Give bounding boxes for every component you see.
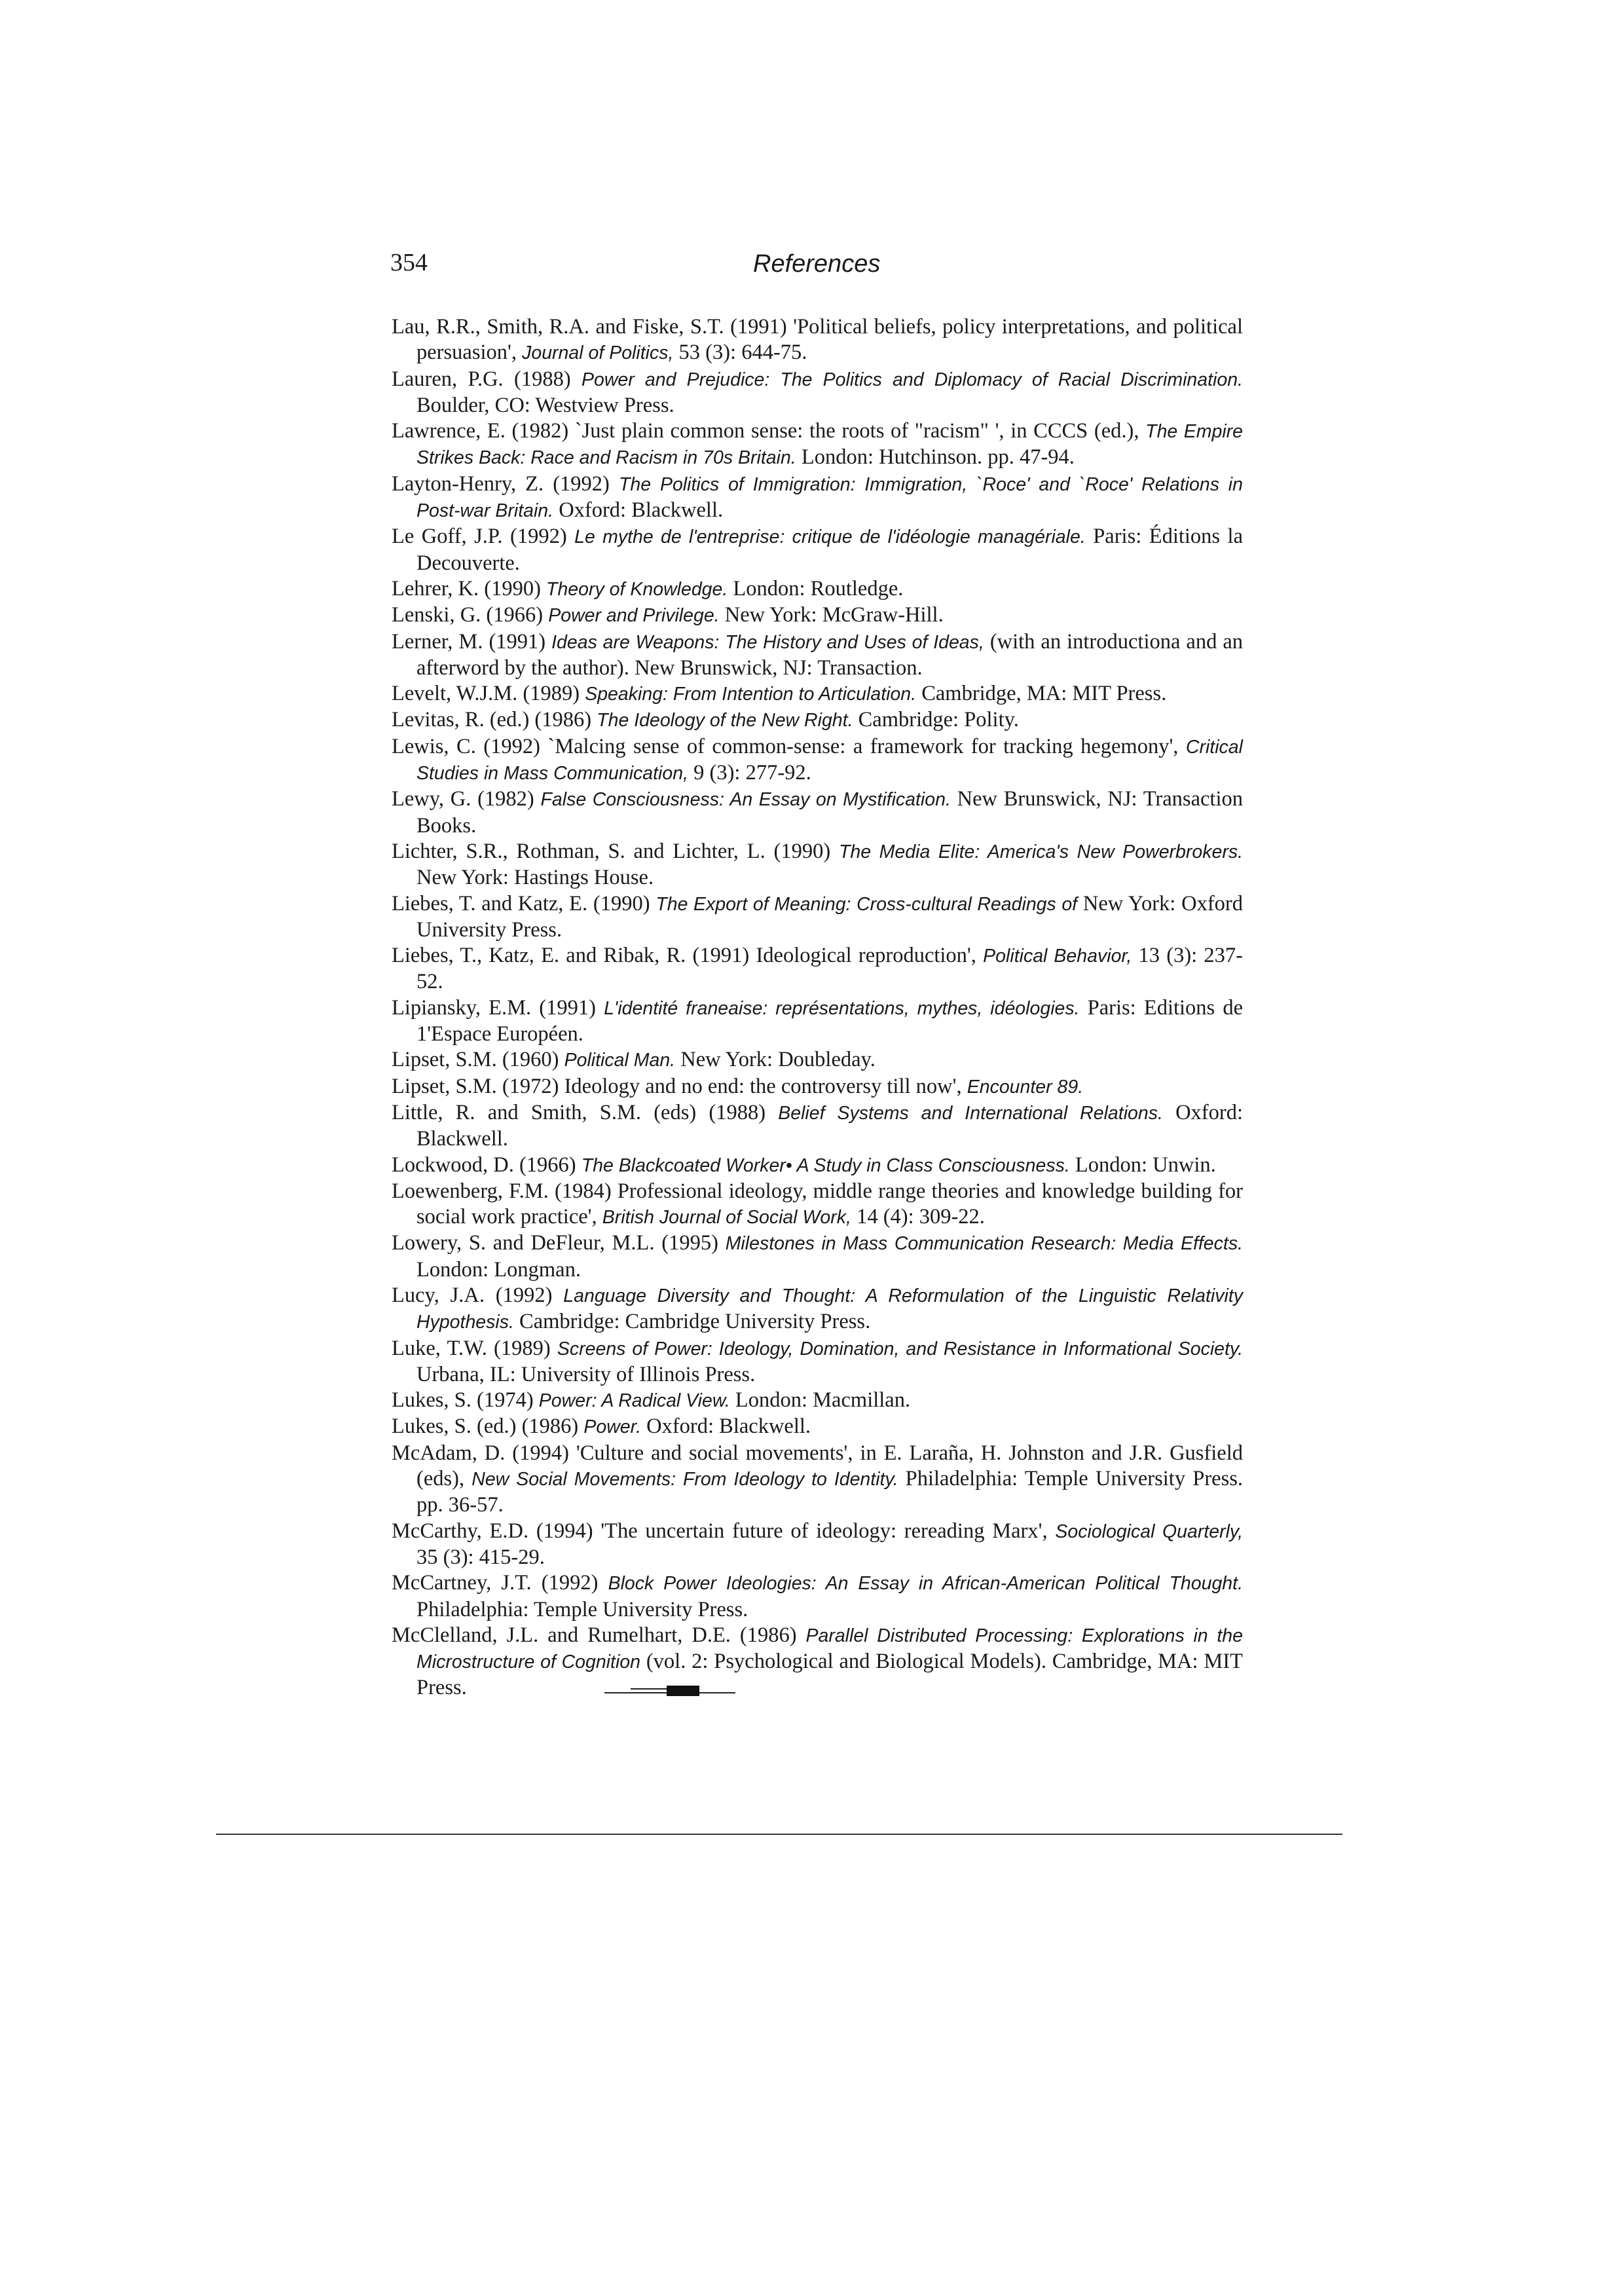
reference-entry: Lukes, S. (ed.) (1986) Power. Oxford: Blackwell. [392, 1414, 811, 1439]
reference-entry: Levelt, W.J.M. (1989) Speaking: From Intention to Articulation. Cambridge, MA: MIT Press. [392, 682, 1167, 706]
reference-entry: Layton-Henry, Z. (1992) The Politics of Immigration: Immigration, `Roce' and `Roce' Relations in Post-war Britain. Oxford: Blackwell. [392, 471, 1243, 523]
reference-entry: Lewis, C. (1992) `Malcing sense of common-sense: a framework for tracking hegemony', Critical Studies in Mass Communication, 9 (3): 277-92. [392, 734, 1243, 785]
reference-entry: Lockwood, D. (1966) The Blackcoated Worker• A Study in Class Consciousness. London: Unwin. [392, 1153, 1216, 1177]
reference-entry: Lipiansky, E.M. (1991) L'identité franeaise: représentations, mythes, idéologies. Paris: Editions de 1'Espace Européen. [392, 995, 1243, 1046]
running-head: References [753, 250, 881, 278]
reference-entry: Lau, R.R., Smith, R.A. and Fiske, S.T. (1991) 'Political beliefs, policy interpretations, and political persuasion', Journal of Politics, 53 (3): 644-75. [392, 315, 1243, 365]
reference-entry: Lukes, S. (1974) Power: A Radical View. London: Macmillan. [392, 1388, 911, 1413]
reference-entry: Lawrence, E. (1982) `Just plain common sense: the roots of "racism" ', in CCCS (ed.), The Empire Strikes Back: Race and Racism in 70s Britain. London: Hutchinson. pp. 47-94. [392, 419, 1243, 470]
reference-entry: Little, R. and Smith, S.M. (eds) (1988) Belief Systems and International Relations. Oxford: Blackwell. [392, 1100, 1243, 1151]
reference-entry: McClelland, J.L. and Rumelhart, D.E. (1986) Parallel Distributed Processing: Explorations in the Microstructure of Cognition (vol. 2: Psychological and Biological Models). Cambridge, MA: MIT Press. [392, 1623, 1243, 1700]
scan-artifact [604, 1682, 735, 1697]
reference-entry: Lipset, S.M. (1972) Ideology and no end: the controversy till now', Encounter 89. [392, 1074, 1084, 1098]
reference-entry: Liebes, T. and Katz, E. (1990) The Export of Meaning: Cross-cultural Readings of New York: Oxford University Press. [392, 891, 1243, 942]
reference-entry: Lowery, S. and DeFleur, M.L. (1995) Milestones in Mass Communication Research: Media Effects. London: Longman. [392, 1231, 1243, 1282]
reference-entry: Loewenberg, F.M. (1984) Professional ideology, middle range theories and knowledge building for social work practice', British Journal of Social Work, 14 (4): 309-22. [392, 1179, 1243, 1229]
reference-entry: McAdam, D. (1994) 'Culture and social movements', in E. Laraña, H. Johnston and J.R. Gusfield (eds), New Social Movements: From Ideology to Identity. Philadelphia: Temple University Press. pp. 36-57. [392, 1441, 1243, 1517]
reference-entry: McCartney, J.T. (1992) Block Power Ideologies: An Essay in African-American Political Thought. Philadelphia: Temple University Press. [392, 1571, 1243, 1621]
footer-rule [216, 1834, 1342, 1835]
reference-entry: Lerner, M. (1991) Ideas are Weapons: The History and Uses of Ideas, (with an introductiona and an afterword by the author). New Brunswick, NJ: Transaction. [392, 629, 1243, 680]
reference-entry: Liebes, T., Katz, E. and Ribak, R. (1991) Ideological reproduction', Political Behavior, 13 (3): 237-52. [392, 944, 1243, 994]
reference-list [392, 314, 1243, 1701]
reference-entry: Luke, T.W. (1989) Screens of Power: Ideology, Domination, and Resistance in Informational Society. Urbana, IL: University of Illinois Press. [392, 1336, 1243, 1386]
reference-entry: Le Goff, J.P. (1992) Le mythe de l'entreprise: critique de l'idéologie managériale. Paris: Éditions la Decouverte. [392, 525, 1244, 575]
reference-entry: Levitas, R. (ed.) (1986) The Ideology of the New Right. Cambridge: Polity. [392, 708, 1019, 732]
reference-entry: Lenski, G. (1966) Power and Privilege. New York: McGraw-Hill. [392, 603, 944, 627]
reference-entry: Lewy, G. (1982) False Consciousness: An Essay on Mystification. New Brunswick, NJ: Transaction Books. [392, 787, 1243, 838]
reference-entry: McCarthy, E.D. (1994) 'The uncertain future of ideology: rereading Marx', Sociological Quarterly, 35 (3): 415-29. [392, 1519, 1243, 1569]
page-number: 354 [390, 249, 428, 276]
reference-entry: Lucy, J.A. (1992) Language Diversity and Thought: A Reformulation of the Linguistic Relativity Hypothesis. Cambridge: Cambridge University Press. [392, 1283, 1243, 1334]
reference-entry: Lipset, S.M. (1960) Political Man. New York: Doubleday. [392, 1048, 876, 1072]
reference-entry: Lehrer, K. (1990) Theory of Knowledge. London: Routledge. [392, 576, 904, 601]
reference-entry: Lichter, S.R., Rothman, S. and Lichter, L. (1990) The Media Elite: America's New Powerbrokers. New York: Hastings House. [392, 839, 1243, 890]
reference-entry: Lauren, P.G. (1988) Power and Prejudice: The Politics and Diplomacy of Racial Discrimination. Boulder, CO: Westview Press. [392, 367, 1243, 417]
